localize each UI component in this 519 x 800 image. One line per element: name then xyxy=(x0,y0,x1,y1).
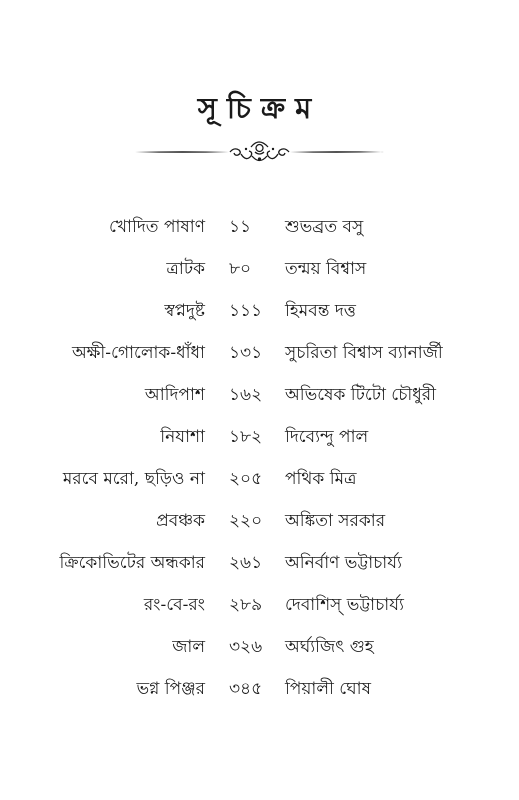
page-number: ৩২৬ xyxy=(229,637,263,657)
author-name: অভিষেক টিটো চৌধুরী xyxy=(285,385,436,405)
page-number: ২৬১ xyxy=(229,553,263,573)
author-name: পথিক মিত্র xyxy=(285,469,357,489)
story-title: ভগ্ন পিঞ্জর xyxy=(136,679,205,699)
toc-row xyxy=(0,254,519,284)
story-title: খোদিত পাষাণ xyxy=(109,217,205,237)
toc-row xyxy=(0,674,519,704)
author-name: তন্ময় বিশ্বাস xyxy=(285,259,367,279)
story-title: ক্রিকোভিটের অন্ধকার xyxy=(59,553,205,573)
page-number: ১৩১ xyxy=(229,343,263,363)
page-number: ১৬২ xyxy=(229,385,263,405)
story-title: স্বপ্নদুষ্ট xyxy=(164,301,205,321)
ornament-divider xyxy=(133,140,386,166)
author-name: অনির্বাণ ভট্টাচার্য্য xyxy=(285,553,402,573)
story-title: ত্রাটক xyxy=(166,259,205,279)
toc-row xyxy=(0,590,519,620)
toc-row xyxy=(0,212,519,242)
toc-row xyxy=(0,464,519,494)
story-title: নিযাশা xyxy=(160,427,205,447)
author-name: অর্ঘ্যজিৎ গুহ xyxy=(285,637,374,657)
story-title: রং-বে-রং xyxy=(143,595,205,615)
toc-row xyxy=(0,506,519,536)
author-name: দিব্যেন্দু পাল xyxy=(285,427,369,447)
author-name: পিয়ালী ঘোষ xyxy=(285,679,371,699)
toc-row xyxy=(0,632,519,662)
page-number: ২০৫ xyxy=(229,469,263,489)
toc-row xyxy=(0,338,519,368)
toc-row xyxy=(0,548,519,578)
page-number: ১১১ xyxy=(229,301,263,321)
story-title: প্রবঞ্চক xyxy=(156,511,205,531)
author-name: হিমবন্ত দত্ত xyxy=(285,301,356,321)
author-name: সুচরিতা বিশ্বাস ব্যানার্জী xyxy=(285,343,443,363)
author-name: দেবাশিস্ ভট্টাচার্য্য xyxy=(285,595,404,615)
page-number: ১৮২ xyxy=(229,427,263,447)
page-number: ২৮৯ xyxy=(229,595,263,615)
author-name: অঙ্কিতা সরকার xyxy=(285,511,386,531)
story-title: জাল xyxy=(172,637,205,657)
page-number: ৩৪৫ xyxy=(229,679,263,699)
story-title: অক্ষী-গোলোক-ধাঁধা xyxy=(71,343,205,363)
story-title: মরবে মরো, ছড়িও না xyxy=(62,469,205,489)
page-number: ১১ xyxy=(229,217,252,237)
page-number: ২২০ xyxy=(229,511,263,531)
author-name: শুভব্রত বসু xyxy=(285,217,364,237)
toc-row xyxy=(0,422,519,452)
page-title: সূচিক্রম xyxy=(197,91,322,125)
toc-row xyxy=(0,296,519,326)
page-number: ৮০ xyxy=(229,259,252,279)
story-title: আদিপাশ xyxy=(144,385,205,405)
toc-row xyxy=(0,380,519,410)
